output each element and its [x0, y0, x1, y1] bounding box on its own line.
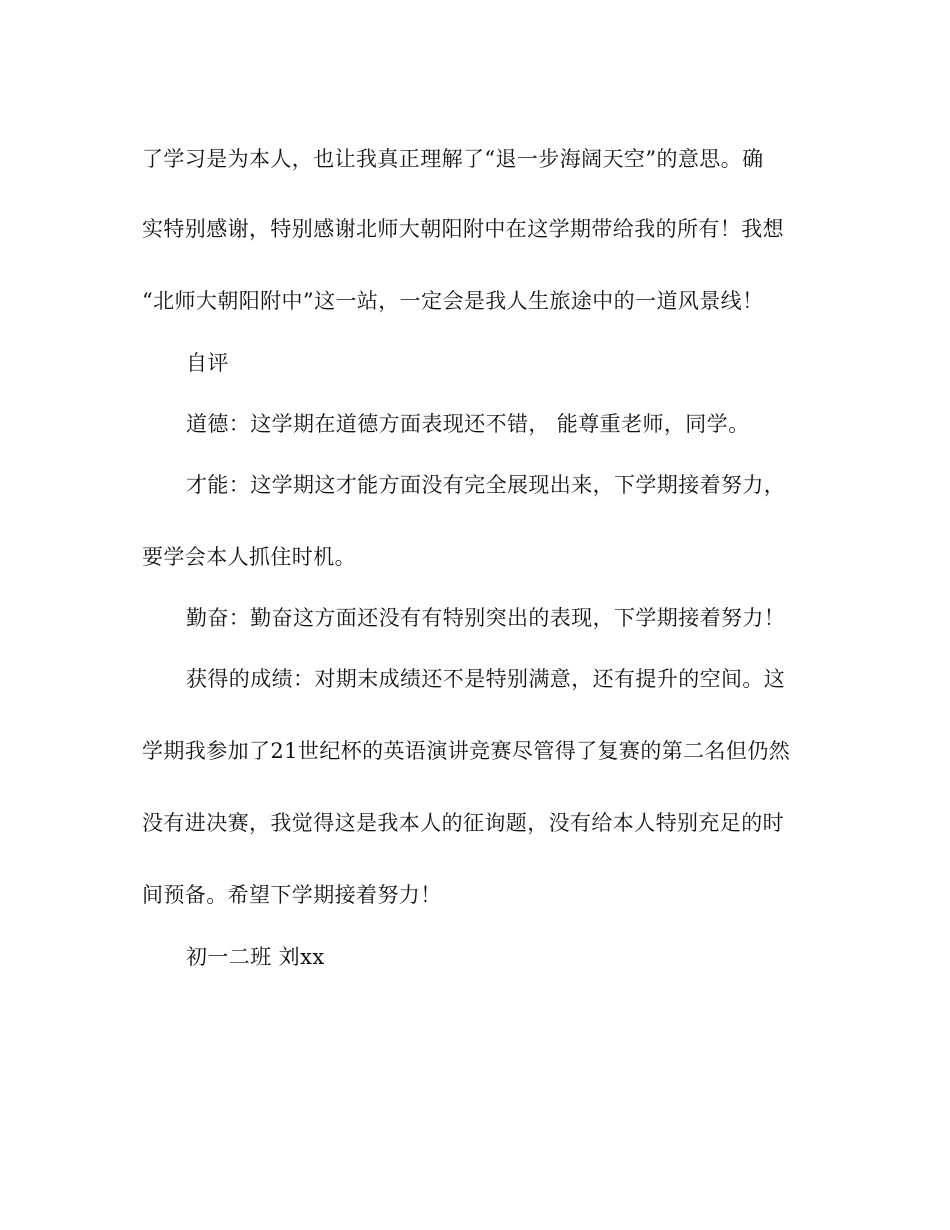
paragraph-line: 学期我参加了21世纪杯的英语演讲竞赛尽管得了复赛的第二名但仍然 [142, 739, 791, 763]
paragraph-line: 间预备。希望下学期接着努力！ [142, 883, 442, 907]
section-heading: 自评 [186, 351, 229, 375]
paragraph-line: 实特别感谢，特别感谢北师大朝阳附中在这学期带给我的所有！我想 [142, 217, 784, 241]
paragraph-line: 了学习是为本人，也让我真正理解了“退一步海阔天空”的意思。确 [142, 147, 764, 171]
paragraph-line: 获得的成绩：对期末成绩还不是特别满意，还有提升的空间。这 [186, 667, 786, 691]
paragraph-line: 才能：这学期这才能方面没有完全展现出来，下学期接着努力， [186, 473, 786, 497]
paragraph-line: “北师大朝阳附中”这一站，一定会是我人生旅途中的一道风景线！ [142, 289, 764, 313]
paragraph-line: 勤奋：勤奋这方面还没有有特别突出的表现，下学期接着努力！ [186, 606, 786, 630]
paragraph-line: 没有进决赛，我觉得这是我本人的征询题，没有给本人特别充足的时 [142, 811, 784, 835]
paragraph-line: 要学会本人抓住时机。 [142, 545, 356, 569]
paragraph-line: 道德：这学期在道德方面表现还不错， 能尊重老师，同学。 [186, 412, 750, 436]
signature-line: 初一二班 刘xx [186, 945, 325, 969]
